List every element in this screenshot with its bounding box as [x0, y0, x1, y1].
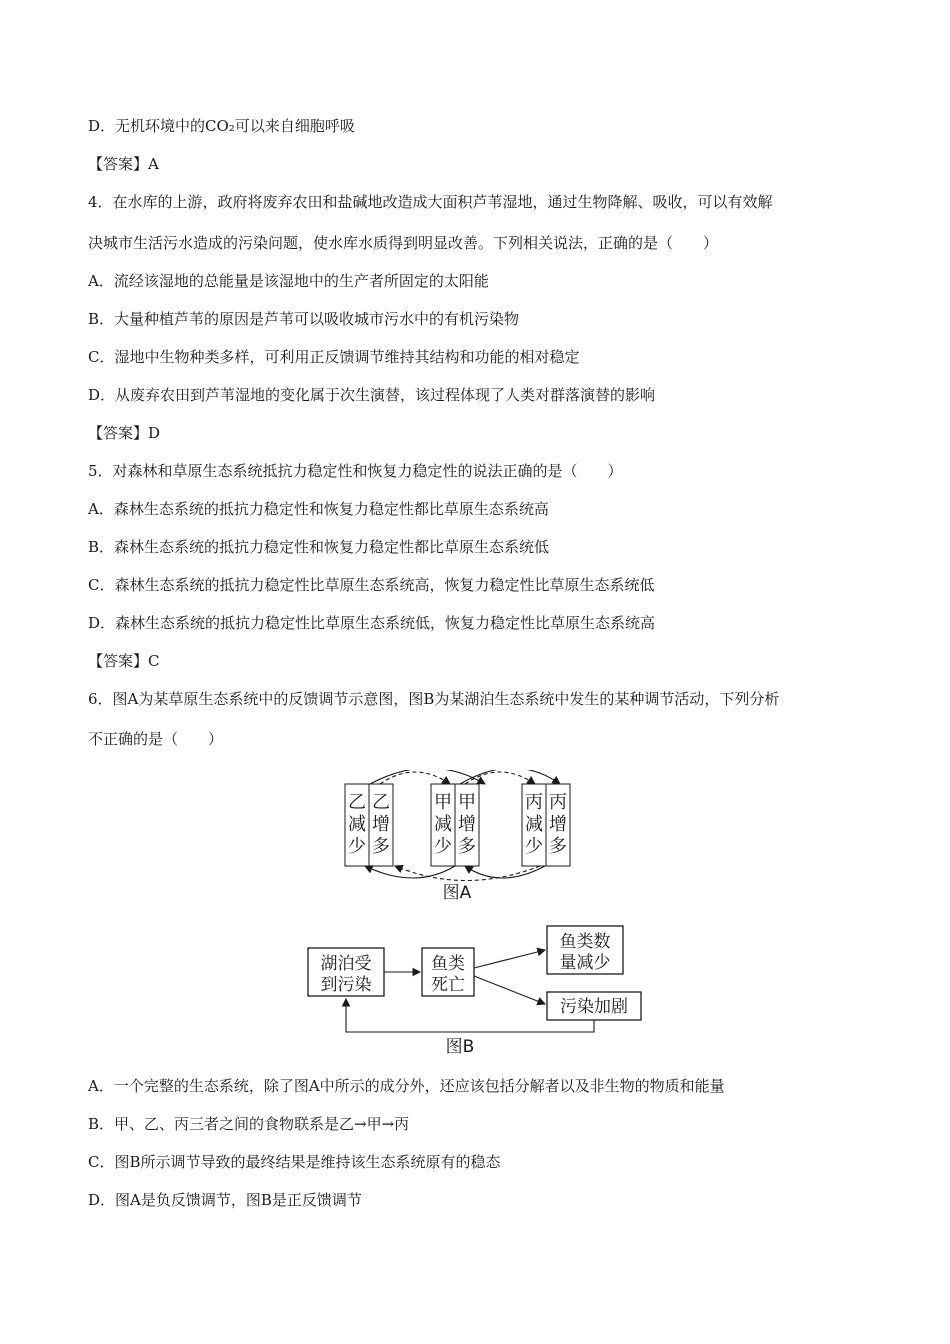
box-fish-decrease-line2: 量减少 — [559, 953, 611, 973]
box-pollution-worse-label: 污染加剧 — [560, 997, 628, 1017]
option-c-q6: C．图B所示调节导致的最终结果是维持该生态系统原有的稳态 — [88, 1153, 501, 1171]
figure-a-caption: 图A — [442, 883, 472, 903]
box-jia-decrease-label: 甲减少 — [434, 792, 452, 857]
question-5: 5．对森林和草原生态系统抵抗力稳定性和恢复力稳定性的说法正确的是（ ） — [88, 462, 623, 480]
option-d-q3: D．无机环境中的CO₂可以来自细胞呼吸 — [88, 117, 355, 135]
box-yi-decrease-label: 乙减少 — [348, 792, 366, 857]
option-b-q5: B．森林生态系统的抵抗力稳定性和恢复力稳定性都比草原生态系统低 — [88, 538, 550, 556]
option-a-q6: A．一个完整的生态系统，除了图A中所示的成分外，还应该包括分解者以及非生物的物质和能量 — [88, 1077, 725, 1095]
question-6-line1: 6．图A为某草原生态系统中的反馈调节示意图，图B为某湖泊生态系统中发生的某种调节活动，下列分析 — [88, 690, 780, 708]
figure-b — [308, 926, 641, 1057]
question-4-line1: 4．在水库的上游，政府将废弃农田和盐碱地改造成大面积芦苇湿地，通过生物降解、吸收，可以有效解 — [88, 193, 773, 211]
option-b-q4: B．大量种植芦苇的原因是芦苇可以吸收城市污水中的有机污染物 — [88, 310, 520, 328]
box-yi-increase-label: 乙增多 — [372, 792, 390, 857]
answer-q3: 【答案】A — [88, 155, 159, 173]
answer-q5: 【答案】C — [88, 652, 160, 670]
option-c-q4: C．湿地中生物种类多样，可利用正反馈调节维持其结构和功能的相对稳定 — [88, 348, 580, 366]
option-d-q4: D．从废弃农田到芦苇湿地的变化属于次生演替，该过程体现了人类对群落演替的影响 — [88, 386, 656, 404]
option-c-q5: C．森林生态系统的抵抗力稳定性比草原生态系统高，恢复力稳定性比草原生态系统低 — [88, 576, 655, 594]
figure-b-caption: 图B — [445, 1037, 475, 1057]
box-fish-death-line2: 死亡 — [431, 975, 465, 995]
figure-svg — [300, 770, 660, 1060]
box-jia-increase-label: 甲增多 — [458, 792, 476, 857]
option-a-q4: A．流经该湿地的总能量是该湿地中的生产者所固定的太阳能 — [88, 272, 489, 290]
question-4-line2: 决城市生活污水造成的污染问题，使水库水质得到明显改善。下列相关说法，正确的是（ ） — [88, 234, 719, 252]
box-bing-decrease-label: 丙减少 — [525, 792, 543, 857]
option-d-q6: D．图A是负反馈调节，图B是正反馈调节 — [88, 1191, 362, 1209]
box-lake-polluted-line2: 到污染 — [320, 975, 372, 995]
box-fish-decrease-line1: 鱼类数 — [559, 932, 611, 952]
answer-q4: 【答案】D — [88, 424, 161, 442]
box-fish-death-line1: 鱼类 — [431, 954, 465, 974]
question-6-line2: 不正确的是（ ） — [88, 730, 224, 748]
option-d-q5: D．森林生态系统的抵抗力稳定性比草原生态系统低，恢复力稳定性比草原生态系统高 — [88, 614, 656, 632]
feedback-figure — [300, 770, 660, 1060]
option-a-q5: A．森林生态系统的抵抗力稳定性和恢复力稳定性都比草原生态系统高 — [88, 500, 549, 518]
figure-a-boxes — [345, 784, 570, 866]
box-bing-increase-label: 丙增多 — [549, 792, 567, 857]
option-b-q6: B．甲、乙、丙三者之间的食物联系是乙→甲→丙 — [88, 1115, 410, 1133]
box-lake-polluted-line1: 湖泊受 — [320, 954, 372, 974]
